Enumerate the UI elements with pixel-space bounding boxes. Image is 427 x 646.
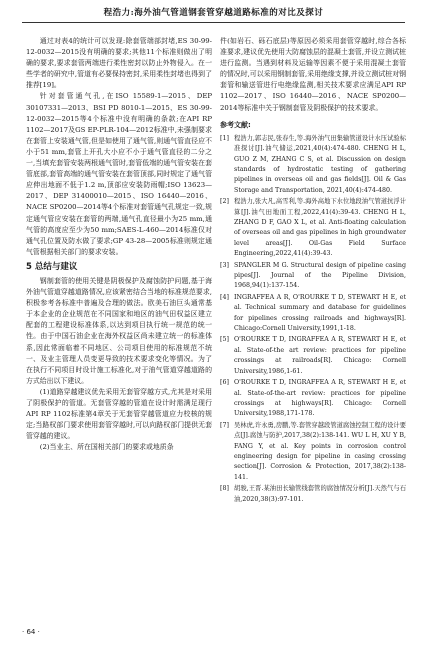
body-paragraph: (2)当业主、所在国相关部门的要求或地质条: [39, 443, 174, 452]
reference-number: [1]: [220, 134, 229, 142]
right-column: [220, 36, 406, 506]
body-paragraph: (1)道路穿越建议优先采用无套管穿越方式,尤其是对采用了阴极保护的管道。无套管穿越的管道在设计时需满足现行API RP 1102标准第4章关于无套管穿越管道应力校核的规定;当路权部门要求使用套管穿越时,可以向路权部门提供无套管穿越的建议。: [26, 387, 212, 441]
reference-text: 程浩力,张大凡,高雪利,等.海外高地下水位地段油气管道抗浮计算[J].油气田地面工程,2022,41(4):39-43. CHENG H L, ZHANG D F, GAO X L, et al. Anti-floating calculation of overseas oil and gas pipelines in high groundwater level areas[J]. Oil-Gas Field Surface Engineering,2022,41(4):39-43.: [234, 198, 406, 258]
reference-number: [3]: [220, 261, 229, 269]
reference-item: [220, 293, 406, 335]
reference-number: [7]: [220, 421, 229, 429]
reference-number: [8]: [220, 485, 229, 493]
reference-item: [220, 335, 406, 377]
body-paragraph: 钢制套管的使用关键是阴极保护及腐蚀防护问题,基于海外油气管道穿越道路情况,应该紧密结合当地的标准规范要求,积极参考各标准中普遍及合理的做法。欧美石油巨头通常基于本企业的企业规范在不同国家和地区的油气田权益区建立配套的工程建设标准体系,以达到项目执行统一规范的统一性。由于中国石油企业在海外权益区尚未建立统一的标准体系,因此常面临着不同地区、公司项目使用的标准规范不统一、及业主管理人员变更导致的技术要求变化等情况。为了在执行不同项目时设计施工标准化,对于油气管道穿越道路的方式给出以下建议。: [26, 276, 212, 385]
body-paragraph: 针对套管通气孔,在ISO 15589-1—2015、DEP 30107331—2013、BSI PD 8010-1—2015、ES 30-99-12-0032—2015等4个标准中没有明确的条款;在API RP 1102—2017及GS EP-PLR-104—2012标准中,未强制要求在套管上安装通气管,但是如使用了通气管,则通气管直径应不小于51 mm,套管上开孔大小应不小于通气管直径的二分之一,当填充套管安装两根通气管时,套管低端的通气管安装在套管底部,套管高端的通气管安装在套管顶部,同时规定了通气管应伸出地面不低于1.2 m,顶部应安装防雨帽;ISO 13623—2017、DEP 31400010—2015、ISO 16440—2016、NACE SP0200—2014等4个标准对套管通气孔规定一致,规定通气管应安装在套管的两端,通气孔直径最小为25 mm,通气管的高度应至少为50 mm;SAES-L-460—2014标准仅对通气孔位置及防水做了要求;GP 43-28—2005标准则规定通气管根据相关部门的要求安装。: [26, 92, 212, 256]
reference-text: 吴林虎,许永勇,房鹏,等.套管穿越段管道腐蚀控制工程的设计要点[J].腐蚀与防护,2017,38(2):138-141. WU L H, XU Y B, FANG Y, et al. Key points in corrosion control engineering design for pipeline in casing crossing section[J]. Corrosion & Protection, 2017,38(2):138-141.: [234, 421, 406, 481]
section-heading: 5 总结与建议: [26, 261, 78, 272]
body-paragraph: 通过对表4的统计可以发现:除套管端部封堵,ES 30-99-12-0032—2015没有明确的要求;其他11个标准则做出了明确的要求,要求套管两端进行柔性密封以防止外物侵入。在一些学者的研究中,管道有必要保持密封,采用柔性封堵也得到了推荐[19]。: [26, 37, 212, 90]
reference-text: 胡骏,王晋.某油田长输管线套管的腐蚀情况分析[J].天然气与石油,2020,38(3):97-101.: [234, 485, 406, 503]
references-heading: 参考文献:: [220, 120, 251, 129]
reference-item: [220, 378, 406, 420]
reference-number: [6]: [220, 379, 229, 387]
reference-text: 程浩力,郭志民,张春生,等.海外油气田集输管道设计水压试验标准探讨[J].油气储运,2021,40(4):474-480. CHENG H L, GUO Z M, ZHANG C S, et al. Discussion on design standards of hydrostatic testing of gathering pipelines in overseas oil and gas fields[J]. Oil & Gas Storage and Transportation, 2021,40(4):474-480.: [234, 134, 406, 194]
reference-list: [220, 134, 406, 505]
reference-text: INGRAFFEA A R, O'ROURKE T D, STEWART H E, et al. Technical summary and database for guidelines for pipelines crossing railroads and highways[R]. Chicago:Cornell University,1991,1-18.: [234, 293, 406, 333]
reference-text: SPANGLER M G. Structural design of pipeline casing pipes[J]. Journal of the Pipeline Division, 1968,94(1):137-154.: [234, 261, 406, 290]
body-paragraph: 件(如岩石、砾石底层)等原因必须采用套管穿越时,综合各标准要求,建议优先使用大防腐蚀层的混凝土套管,并设立测试桩进行监测。当遇到材料及运输等因素不便于采用混凝土套管的情况时,可以采用钢制套管,采用绝缘支撑,并设立测试桩对钢套管和输送管进行电绝缘监测,相关技术要求应满足API RP 1102—2017、ISO 16440—2016、NACE SP0200—2014等标准中关于钢制套管及阴极保护的技术要求。: [220, 37, 406, 112]
left-column: [26, 36, 212, 453]
reference-item: [220, 261, 406, 292]
running-header: 程浩力:海外油气管道钢套管穿越道路标准的对比及探讨: [22, 6, 405, 23]
reference-item: [220, 134, 406, 196]
page-number: · 64 ·: [22, 628, 40, 636]
reference-text: O'ROURKE T D, INGRAFFEA A R, STEWART H E, et al. State-of-the-art review: practices for pipeline crossings at highways[R]. Chicago: Cornell University,1988,171-178.: [234, 379, 406, 418]
reference-number: [2]: [220, 198, 229, 206]
reference-item: [220, 197, 406, 259]
reference-item: [220, 421, 406, 483]
reference-text: O'ROURKE T D, INGRAFFEA A R, STEWART H E, et al. State-of-the art review: practices for pipeline crossings at railroads[R]. Chicago: Cornell University,1986,1-61.: [234, 336, 406, 375]
reference-item: [220, 484, 406, 505]
reference-number: [4]: [220, 293, 229, 301]
reference-number: [5]: [220, 336, 229, 344]
